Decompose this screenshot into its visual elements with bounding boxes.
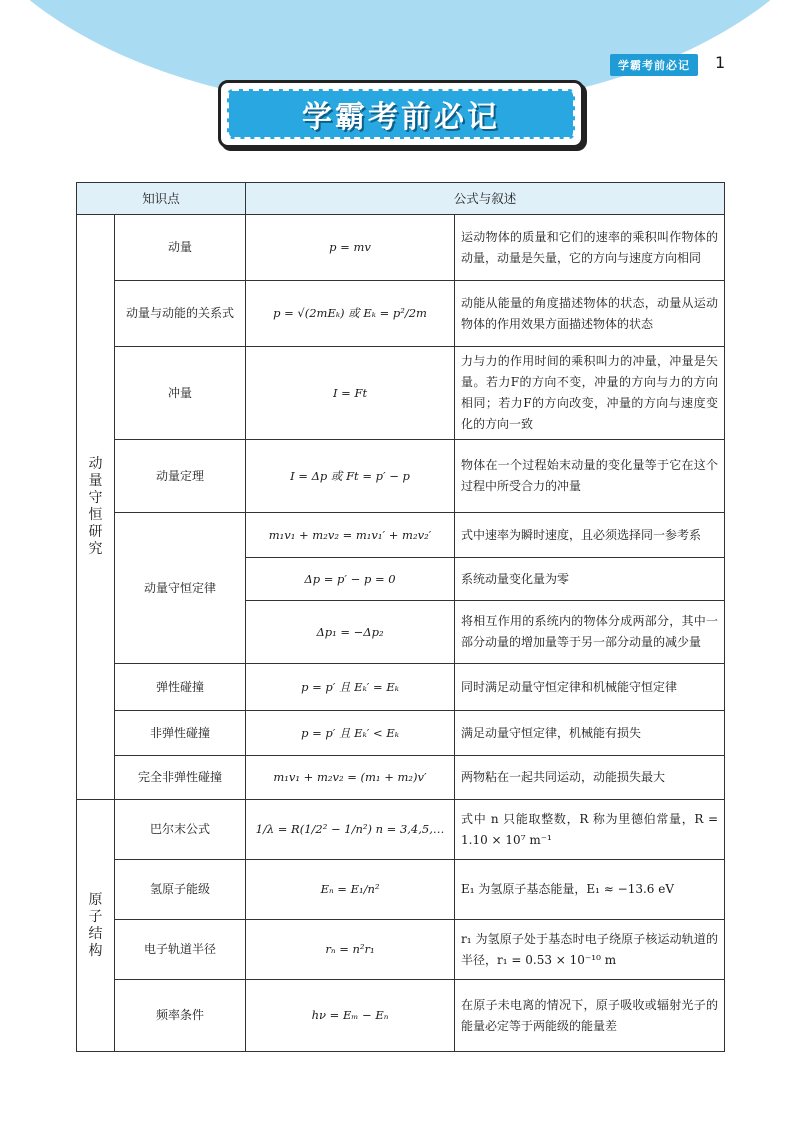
title-banner-inner bbox=[227, 89, 575, 139]
table-row bbox=[77, 513, 725, 558]
desc-cell: r₁ 为氢原子处于基态时电子绕原子核运动轨道的半径，r₁ = 0.53 × 10⁻¹⁰ m bbox=[455, 920, 725, 980]
table-row bbox=[77, 664, 725, 711]
formula-cell: I = Δp 或 Ft = p′ − p bbox=[246, 440, 455, 513]
desc-cell: 运动物体的质量和它们的速率的乘积叫作物体的动量，动量是矢量，它的方向与速度方向相同 bbox=[455, 215, 725, 281]
table-row bbox=[77, 756, 725, 800]
topic-cell: 巴尔末公式 bbox=[115, 800, 246, 860]
header-formula: 公式与叙述 bbox=[246, 183, 725, 215]
title-banner bbox=[218, 80, 584, 148]
formula-cell: Δp₁ = −Δp₂ bbox=[246, 601, 455, 664]
page-title: 学霸考前必记 bbox=[302, 100, 500, 135]
topic-cell: 氢原子能级 bbox=[115, 860, 246, 920]
topic-cell: 动量与动能的关系式 bbox=[115, 281, 246, 347]
table-row bbox=[77, 215, 725, 281]
table-row bbox=[77, 860, 725, 920]
desc-cell: 式中 n 只能取整数，R 称为里德伯常量，R = 1.10 × 10⁷ m⁻¹ bbox=[455, 800, 725, 860]
topic-cell: 电子轨道半径 bbox=[115, 920, 246, 980]
table-row bbox=[77, 800, 725, 860]
table-row bbox=[77, 440, 725, 513]
topic-cell: 动量守恒定律 bbox=[115, 513, 246, 664]
header-topic: 知识点 bbox=[77, 183, 246, 215]
topic-cell: 冲量 bbox=[115, 347, 246, 440]
topic-cell: 弹性碰撞 bbox=[115, 664, 246, 711]
table-row bbox=[77, 347, 725, 440]
desc-cell: 系统动量变化量为零 bbox=[455, 558, 725, 601]
desc-cell: 力与力的作用时间的乘积叫力的冲量，冲量是矢量。若力F的方向不变，冲量的方向与力的方向相同；若力F的方向改变，冲量的方向与速度变化的方向一致 bbox=[455, 347, 725, 440]
formula-cell: p = √(2mEₖ) 或 Eₖ = p²/2m bbox=[246, 281, 455, 347]
table-header-row bbox=[77, 183, 725, 215]
header-tag: 学霸考前必记 bbox=[610, 54, 698, 76]
topic-cell: 完全非弹性碰撞 bbox=[115, 756, 246, 800]
knowledge-table bbox=[76, 182, 725, 1052]
formula-cell: m₁v₁ + m₂v₂ = (m₁ + m₂)v′ bbox=[246, 756, 455, 800]
formula-cell: p = p′ 且 Eₖ′ = Eₖ bbox=[246, 664, 455, 711]
desc-cell: 式中速率为瞬时速度，且必须选择同一参考系 bbox=[455, 513, 725, 558]
desc-cell: 满足动量守恒定律，机械能有损失 bbox=[455, 711, 725, 756]
desc-cell: 在原子未电离的情况下，原子吸收或辐射光子的能量必定等于两能级的能量差 bbox=[455, 980, 725, 1052]
formula-cell: p = mv bbox=[246, 215, 455, 281]
formula-cell: m₁v₁ + m₂v₂ = m₁v₁′ + m₂v₂′ bbox=[246, 513, 455, 558]
section-label: 动量守恒研究 bbox=[77, 215, 115, 800]
topic-cell: 频率条件 bbox=[115, 980, 246, 1052]
desc-cell: 动能从能量的角度描述物体的状态，动量从运动物体的作用效果方面描述物体的状态 bbox=[455, 281, 725, 347]
formula-cell: rₙ = n²r₁ bbox=[246, 920, 455, 980]
desc-cell: 两物粘在一起共同运动，动能损失最大 bbox=[455, 756, 725, 800]
topic-cell: 非弹性碰撞 bbox=[115, 711, 246, 756]
formula-cell: 1/λ = R(1/2² − 1/n²) n = 3,4,5,… bbox=[246, 800, 455, 860]
formula-cell: Δp = p′ − p = 0 bbox=[246, 558, 455, 601]
table-row bbox=[77, 920, 725, 980]
formula-cell: Eₙ = E₁/n² bbox=[246, 860, 455, 920]
formula-cell: hν = Eₘ − Eₙ bbox=[246, 980, 455, 1052]
page-number: 1 bbox=[715, 53, 726, 72]
table-row bbox=[77, 281, 725, 347]
topic-cell: 动量定理 bbox=[115, 440, 246, 513]
topic-cell: 动量 bbox=[115, 215, 246, 281]
desc-cell: 同时满足动量守恒定律和机械能守恒定律 bbox=[455, 664, 725, 711]
section-label: 原子结构 bbox=[77, 800, 115, 1052]
desc-cell: 物体在一个过程始末动量的变化量等于它在这个过程中所受合力的冲量 bbox=[455, 440, 725, 513]
desc-cell: E₁ 为氢原子基态能量，E₁ ≈ −13.6 eV bbox=[455, 860, 725, 920]
formula-cell: I = Ft bbox=[246, 347, 455, 440]
table-row bbox=[77, 980, 725, 1052]
table-row bbox=[77, 711, 725, 756]
formula-cell: p = p′ 且 Eₖ′ < Eₖ bbox=[246, 711, 455, 756]
desc-cell: 将相互作用的系统内的物体分成两部分，其中一部分动量的增加量等于另一部分动量的减少量 bbox=[455, 601, 725, 664]
